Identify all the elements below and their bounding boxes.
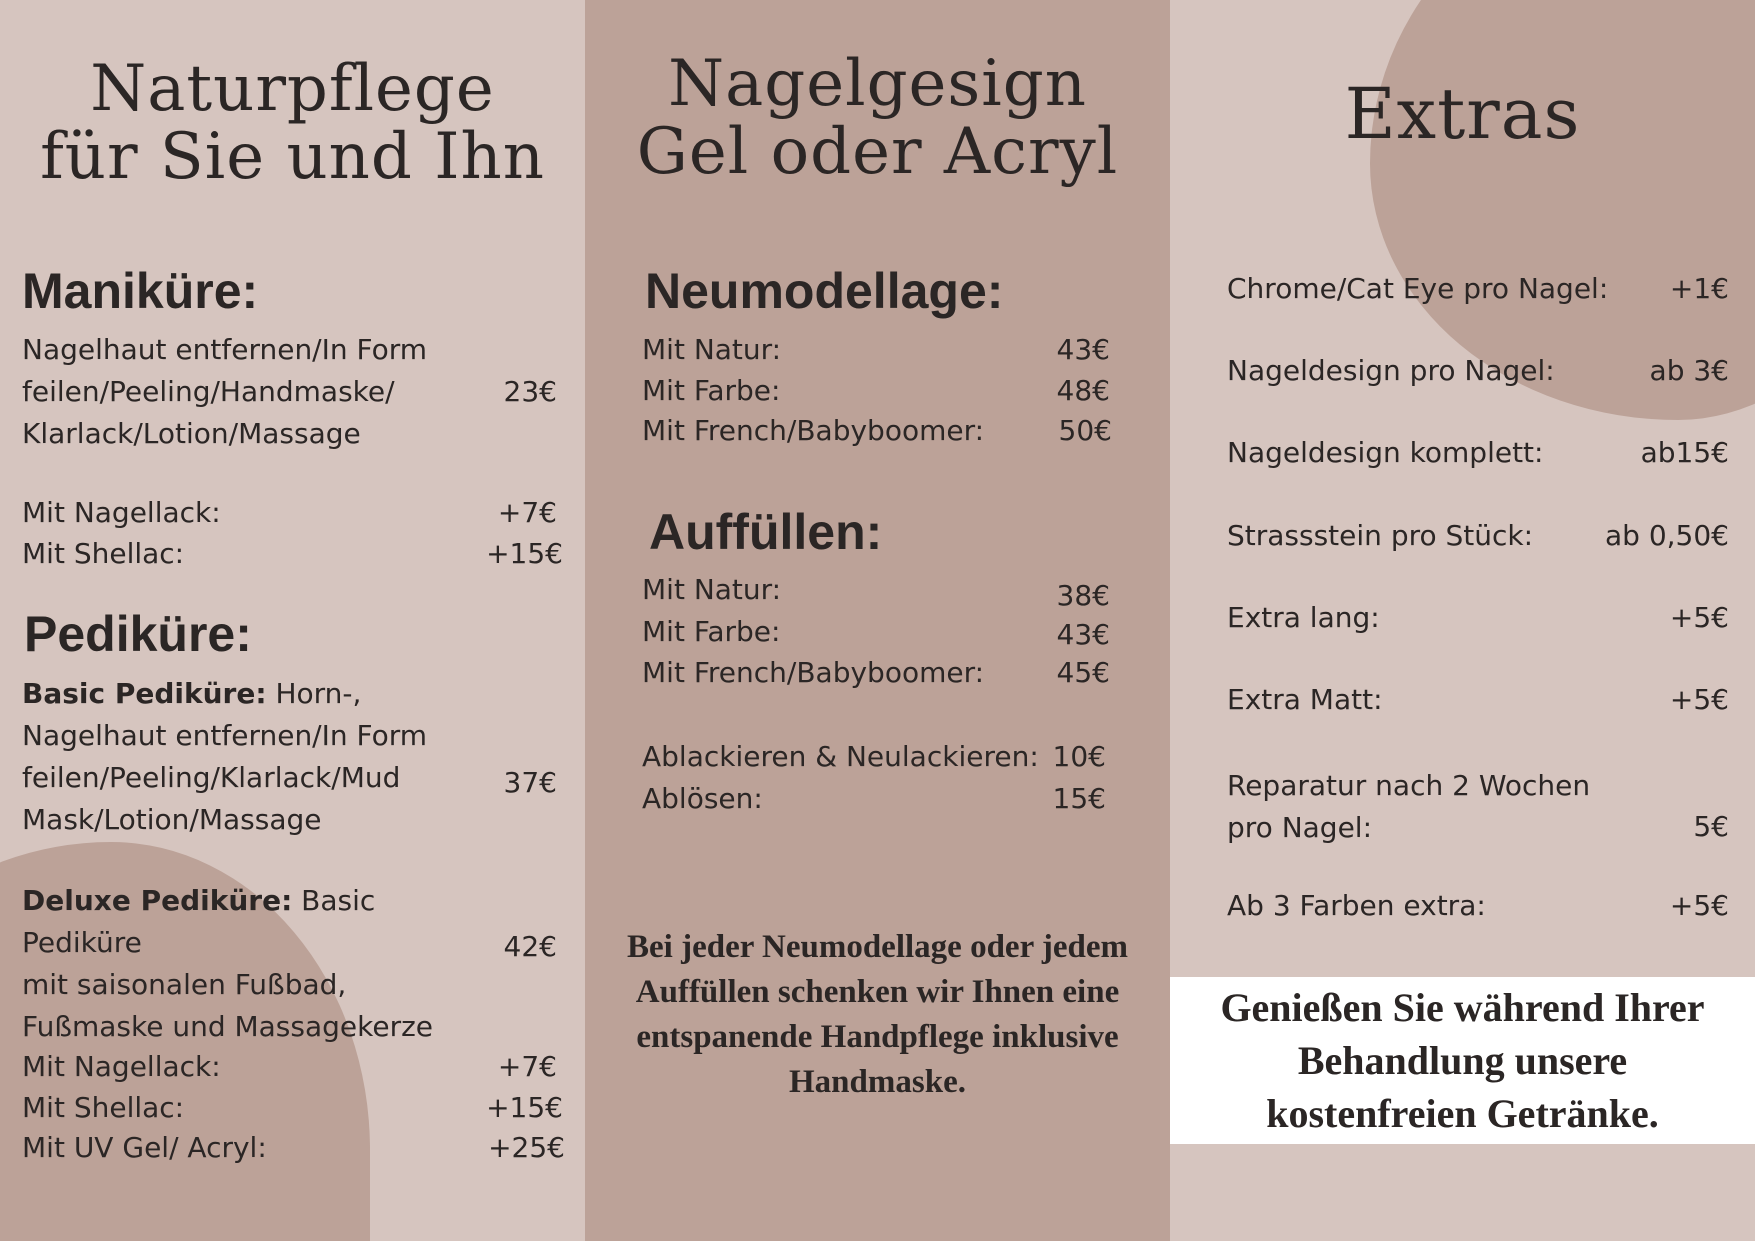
desc-line: feilen/Peeling/Handmaske/ [22,375,395,408]
price-row [1170,683,1755,723]
row-label: Extra lang: [1227,601,1380,634]
promo-line: Bei jeder Neumodellage oder jedem [627,929,1128,965]
desc-line: Fußmaske und Massagekerze [22,1010,434,1043]
promo-line: Handmaske. [789,1064,966,1100]
row-label: Mit Natur: [642,573,782,606]
row-label: Mit French/Babyboomer: [642,656,985,689]
drinks-note-text [1183,981,1743,1140]
row-price: ab 3€ [1649,354,1729,387]
column-extras [1170,0,1755,1241]
row-label: Nageldesign pro Nagel: [1227,354,1555,387]
note-line: kostenfreien Getränke. [1266,1091,1659,1136]
row-price: 48€ [1056,374,1110,407]
price-row [0,1131,585,1171]
column-naturpflege [0,0,585,1241]
price-row [585,333,1170,373]
row-price: 43€ [1056,333,1110,366]
row-price: 43€ [1056,618,1110,651]
row-label: Mit Natur: [642,333,782,366]
price-row [585,656,1170,696]
title-line-1: Nagelgesign [668,47,1087,121]
title-line-1: Naturpflege [90,52,495,126]
title-line-2: Gel oder Acryl [636,115,1119,189]
promo-text [605,925,1150,1105]
repair-label [1227,765,1647,849]
row-label: Ablösen: [642,782,763,815]
column-title [585,47,1170,189]
row-label: Mit Shellac: [22,1091,185,1124]
row-label: Strassstein pro Stück: [1227,519,1534,552]
row-price: +15€ [486,1091,563,1124]
row-price: 10€ [1052,740,1106,773]
row-price: +15€ [486,537,563,570]
basic-pedikuere-price: 37€ [503,766,557,799]
row-price: +5€ [1669,601,1729,634]
deluxe-pedikuere-label: Deluxe Pediküre: [22,884,293,917]
price-row [585,374,1170,414]
promo-line: Auffüllen schenken wir Ihnen eine [635,974,1120,1010]
drinks-note-box [1170,977,1755,1144]
row-label: Extra Matt: [1227,683,1383,716]
desc-line: mit saisonalen Fußbad, [22,968,347,1001]
column-nageldesign [585,0,1170,1241]
row-label: Mit UV Gel/ Acryl: [22,1131,267,1164]
row-price: +25€ [488,1131,565,1164]
auffuellen-heading: Auffüllen: [649,504,883,560]
price-row [0,537,585,577]
desc-text: Horn-, [266,677,362,710]
deluxe-pedikuere-description [22,880,482,1048]
manikuere-description [22,329,462,455]
row-price: ab 0,50€ [1605,519,1729,552]
row-label: Ab 3 Farben extra: [1227,889,1486,922]
desc-text: Basic Pediküre [22,884,376,959]
note-line: Genießen Sie während Ihrer [1220,985,1705,1030]
column-title [0,52,585,194]
title-line-2: für Sie und Ihn [40,120,545,194]
row-price: +7€ [497,496,557,529]
repair-line: pro Nagel: [1227,811,1373,844]
price-row [1170,601,1755,641]
row-price: ab15€ [1640,436,1729,469]
row-label: Chrome/Cat Eye pro Nagel: [1227,272,1609,305]
desc-line: Nagelhaut entfernen/In Form [22,333,428,366]
row-label: Mit Nagellack: [22,1050,221,1083]
manikuere-heading: Maniküre: [22,263,259,319]
row-price: 38€ [1056,579,1110,612]
row-label: Mit Farbe: [642,374,781,407]
price-row [1170,272,1755,312]
desc-line: Mask/Lotion/Massage [22,803,322,836]
column-title: Extras [1344,73,1581,155]
price-row [0,1091,585,1131]
row-price: +7€ [497,1050,557,1083]
desc-line: Klarlack/Lotion/Massage [22,417,361,450]
row-price: 45€ [1056,656,1110,689]
row-label: Mit French/Babyboomer: [642,414,985,447]
deluxe-pedikuere-price: 42€ [503,930,557,963]
price-row [585,740,1170,780]
price-row [1170,889,1755,929]
price-row [0,1050,585,1090]
price-row [0,496,585,536]
price-row [1170,354,1755,394]
row-label: Mit Nagellack: [22,496,221,529]
basic-pedikuere-label: Basic Pediküre: [22,677,267,710]
basic-pedikuere-description [22,673,462,841]
repair-price: 5€ [1693,810,1729,843]
row-label: Ablackieren & Neulackieren: [642,740,1039,773]
promo-line: entspanende Handpflege inklusive [636,1019,1119,1055]
row-price: +5€ [1669,889,1729,922]
price-row [585,573,1170,613]
row-price: +5€ [1669,683,1729,716]
desc-line: Nagelhaut entfernen/In Form [22,719,428,752]
row-price: +1€ [1669,272,1729,305]
price-row [585,615,1170,655]
desc-line: feilen/Peeling/Klarlack/Mud [22,761,401,794]
row-label: Mit Shellac: [22,537,185,570]
price-row [585,782,1170,822]
repair-line: Reparatur nach 2 Wochen [1227,769,1591,802]
price-row [1170,519,1755,559]
neumodellage-heading: Neumodellage: [645,263,1004,319]
note-line: Behandlung unsere [1297,1038,1628,1083]
price-row [585,414,1170,454]
row-label: Nageldesign komplett: [1227,436,1544,469]
price-row [1170,436,1755,476]
row-price: 15€ [1052,782,1106,815]
row-price: 50€ [1058,414,1112,447]
manikuere-price: 23€ [503,375,557,408]
pedikuere-heading: Pediküre: [24,606,252,662]
row-label: Mit Farbe: [642,615,781,648]
